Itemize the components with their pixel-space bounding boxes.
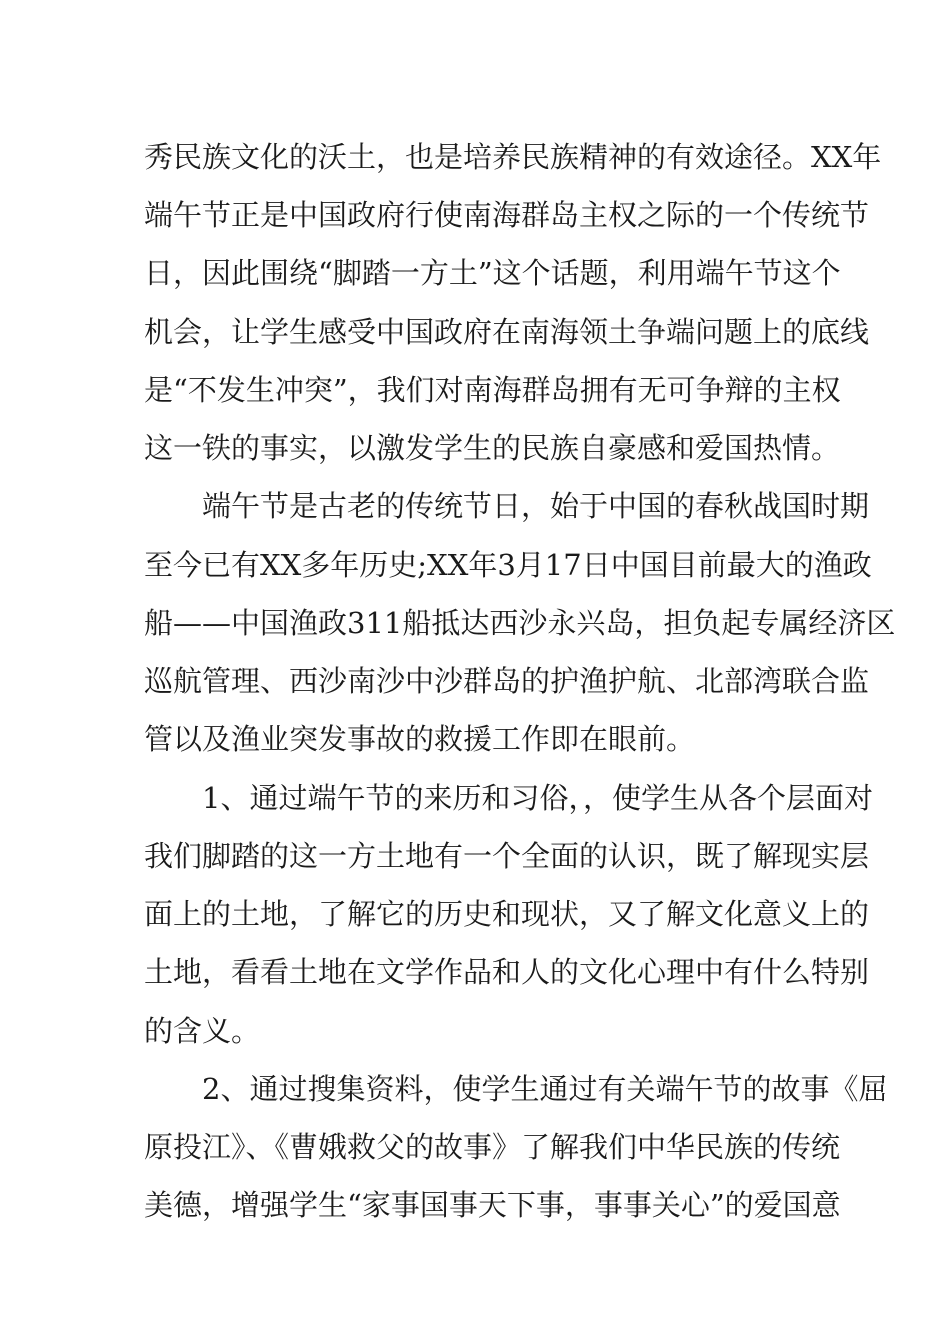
paragraph-line: 船——中国渔政311船抵达西沙永兴岛，担负起专属经济区 bbox=[144, 606, 896, 640]
paragraph-line: 管以及渔业突发事故的救援工作即在眼前。 bbox=[144, 722, 696, 756]
paragraph-line: 土地，看看土地在文学作品和人的文化心理中有什么特别 bbox=[144, 955, 870, 989]
paragraph-line: 机会，让学生感受中国政府在南海领土争端问题上的底线 bbox=[144, 315, 870, 349]
paragraph-line: 至今已有XX多年历史;XX年3月17日中国目前最大的渔政 bbox=[144, 548, 872, 582]
paragraph-line: 1、通过端午节的来历和习俗，，使学生从各个层面对 bbox=[202, 781, 873, 815]
paragraph-line: 这一铁的事实，以激发学生的民族自豪感和爱国热情。 bbox=[144, 431, 841, 465]
paragraph-line: 美德，增强学生“家事国事天下事，事事关心”的爱国意 bbox=[144, 1188, 841, 1222]
paragraph-line: 巡航管理、西沙南沙中沙群岛的护渔护航、北部湾联合监 bbox=[144, 664, 870, 698]
paragraph-line: 面上的土地，了解它的历史和现状，又了解文化意义上的 bbox=[144, 897, 870, 931]
paragraph-line: 原投江》、《曹娥救父的故事》了解我们中华民族的传统 bbox=[144, 1130, 841, 1164]
paragraph-line: 的含义。 bbox=[144, 1014, 261, 1048]
paragraph-line: 2、通过搜集资料，使学生通过有关端午节的故事《屈 bbox=[202, 1072, 888, 1106]
paragraph-line: 我们脚踏的这一方土地有一个全面的认识，既了解现实层 bbox=[144, 839, 870, 873]
paragraph-line: 是“不发生冲突”，我们对南海群岛拥有无可争辩的主权 bbox=[144, 373, 841, 407]
paragraph-line: 端午节正是中国政府行使南海群岛主权之际的一个传统节 bbox=[144, 198, 870, 232]
paragraph-line: 秀民族文化的沃土，也是培养民族精神的有效途径。XX年 bbox=[144, 140, 882, 174]
paragraph-line: 端午节是古老的传统节日，始于中国的春秋战国时期 bbox=[202, 489, 870, 523]
paragraph-line: 日，因此围绕“脚踏一方土”这个话题，利用端午节这个 bbox=[144, 256, 841, 290]
